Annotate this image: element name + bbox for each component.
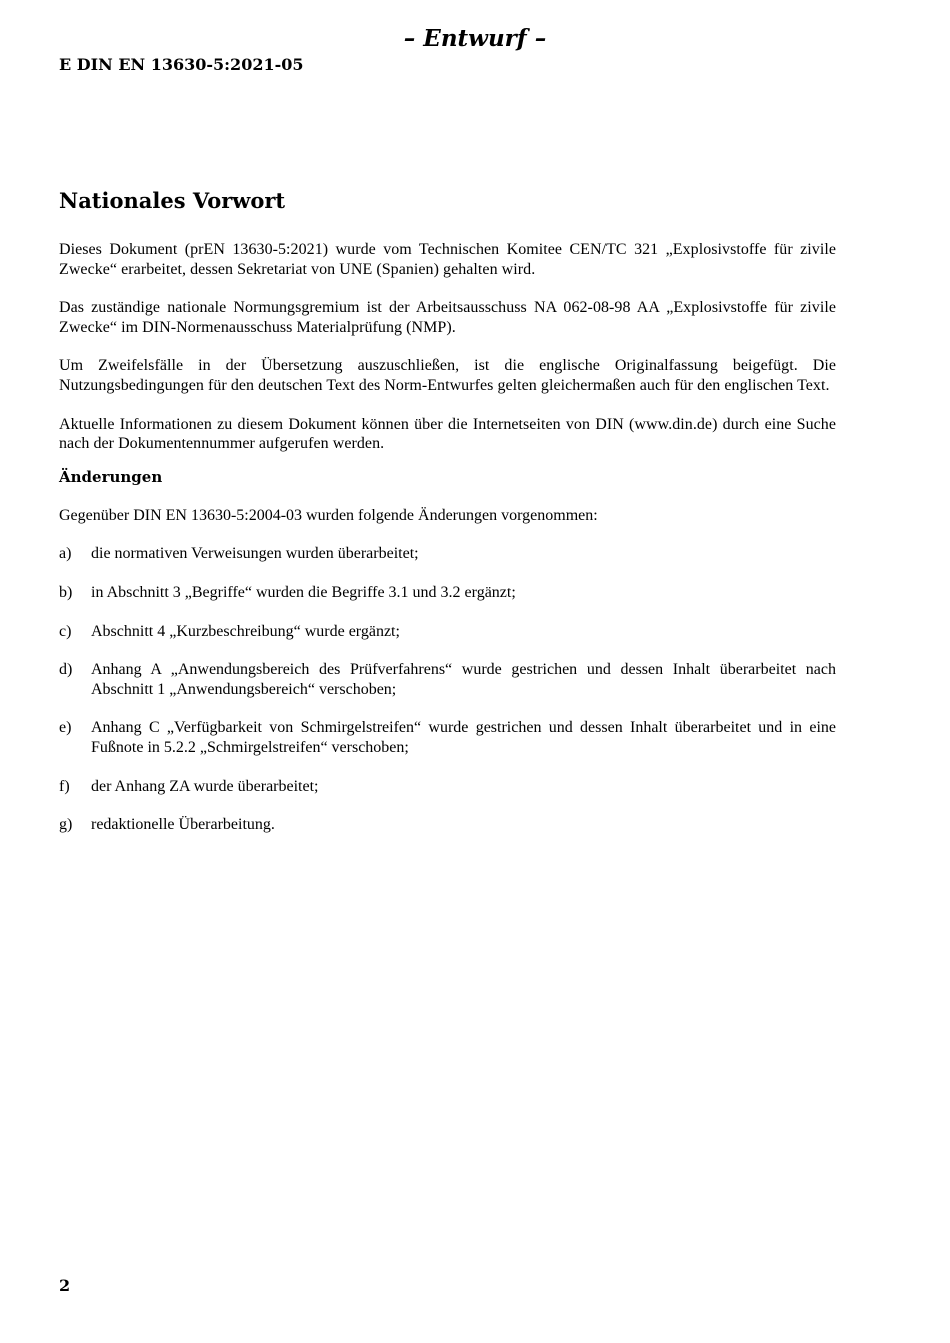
document-id: E DIN EN 13630-5:2021-05 xyxy=(59,55,304,74)
draft-mark: – Entwurf – xyxy=(403,25,547,52)
list-item-text: in Abschnitt 3 „Begriffe“ wurden die Begriffe 3.1 und 3.2 ergänzt; xyxy=(91,583,516,601)
list-item xyxy=(59,544,836,564)
list-item xyxy=(59,815,836,835)
list-item-text: die normativen Verweisungen wurden überarbeitet; xyxy=(91,545,419,563)
list-item xyxy=(59,718,836,757)
paragraph: Das zuständige nationale Normungsgremium ist der Arbeitsausschuss NA 062-08-98 AA „Explosivstoffe für zivile Zwecke“ im DIN-Normenausschuss Materialprüfung (NMP). xyxy=(59,299,836,336)
list-marker: b) xyxy=(59,583,73,601)
page-content xyxy=(59,186,836,854)
page-number: 2 xyxy=(59,1276,71,1295)
list-item-text: Anhang C „Verfügbarkeit von Schmirgelstreifen“ wurde gestrichen und dessen Inhalt überarbeitet und in eine Fußnote in 5.2.2 „Schmirgelstreifen“ verschoben; xyxy=(91,719,836,756)
list-item xyxy=(59,622,836,642)
list-item-text: Abschnitt 4 „Kurzbeschreibung“ wurde ergänzt; xyxy=(91,622,400,640)
list-item xyxy=(59,583,836,603)
changes-intro: Gegenüber DIN EN 13630-5:2004-03 wurden folgende Änderungen vorgenommen: xyxy=(59,506,598,524)
list-item-text: Anhang A „Anwendungsbereich des Prüfverfahrens“ wurde gestrichen und dessen Inhalt überarbeitet nach Abschnitt 1 „Anwendungsbereich“ verschoben; xyxy=(91,661,836,698)
list-marker: f) xyxy=(59,777,70,795)
list-marker: a) xyxy=(59,545,72,563)
list-item-text: redaktionelle Überarbeitung. xyxy=(91,816,275,834)
list-marker: d) xyxy=(59,661,73,679)
list-item xyxy=(59,660,836,699)
list-marker: e) xyxy=(59,719,72,737)
list-marker: c) xyxy=(59,622,72,640)
paragraph: Dieses Dokument (prEN 13630-5:2021) wurde vom Technischen Komitee CEN/TC 321 „Explosivstoffe für zivile Zwecke“ erarbeitet, dessen Sekretariat von UNE (Spanien) gehalten wird. xyxy=(59,241,836,278)
list-item-text: der Anhang ZA wurde überarbeitet; xyxy=(91,777,319,795)
changes-heading: Änderungen xyxy=(59,467,163,486)
list-item xyxy=(59,777,836,797)
list-marker: g) xyxy=(59,816,73,834)
paragraph: Aktuelle Informationen zu diesem Dokument können über die Internetseiten von DIN (www.din.de) durch eine Suche nach der Dokumentennummer aufgerufen werden. xyxy=(59,415,836,453)
section-title: Nationales Vorwort xyxy=(59,188,286,213)
paragraph: Um Zweifelsfälle in der Übersetzung auszuschließen, ist die englische Originalfassung beigefügt. Die Nutzungsbedingungen für den deutschen Text des Norm-Entwurfes gelten gleichermaßen auch für den englischen Text. xyxy=(59,357,836,394)
changes-list xyxy=(59,544,836,834)
